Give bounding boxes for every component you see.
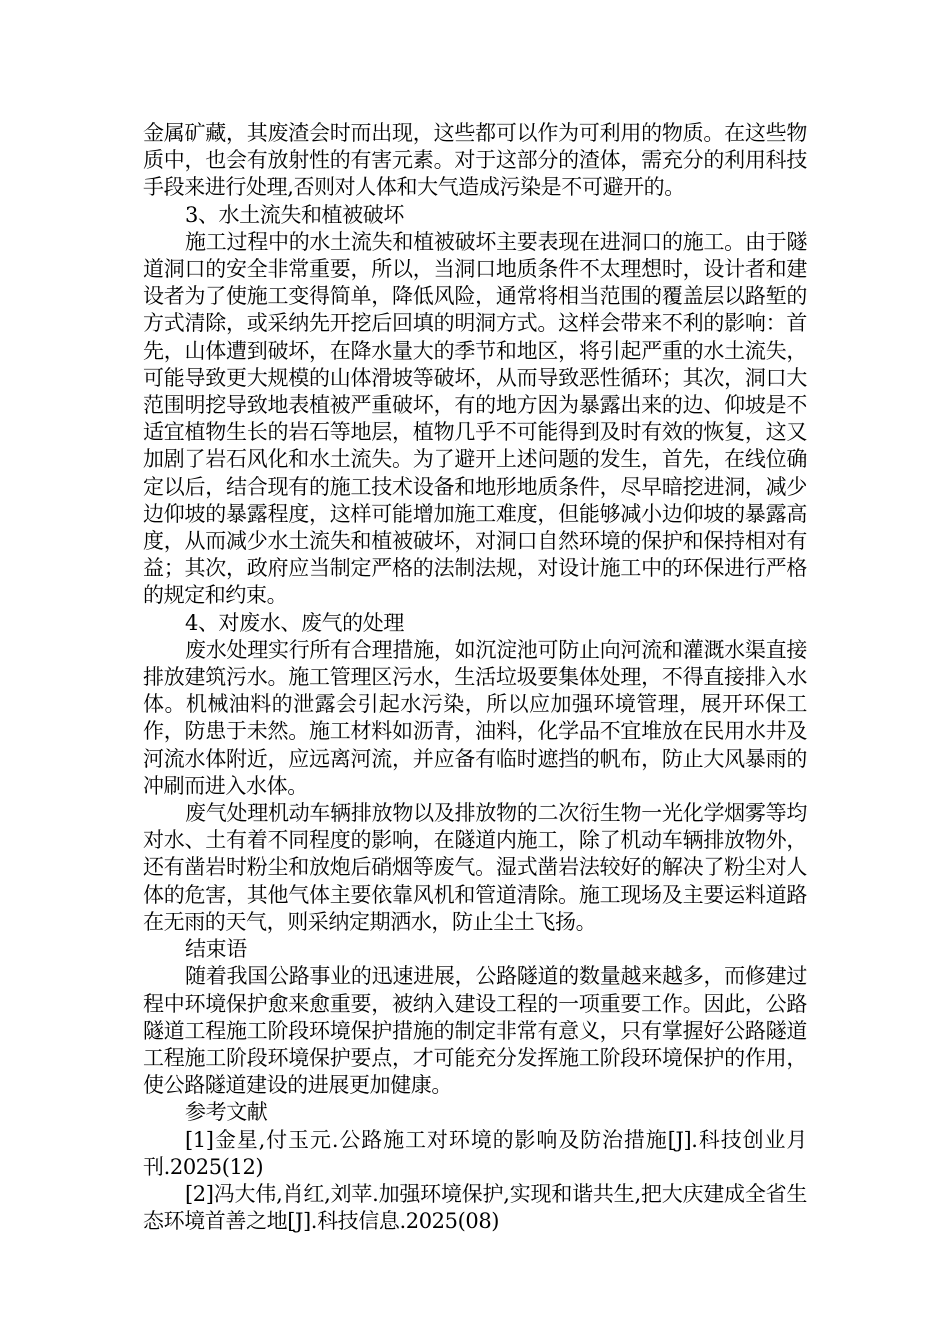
section-heading-conclusion: 结束语 — [185, 937, 247, 962]
reference-item: [2]冯大伟,肖红,刘苹.加强环境保护,实现和谐共生,把大庆建成全省生态环境首善之地[J].科技信息.2025(08) — [143, 1181, 807, 1234]
paragraph-continuation: 金属矿藏，其废渣会时而出现，这些都可以作为可利用的物质。在这些物质中，也会有放射性的有害元素。对于这部分的渣体，需充分的利用科技手段来进行处理,否则对人体和大气造成污染是不可避开的。 — [143, 121, 807, 200]
reference-item: [1]金星,付玉元.公路施工对环境的影响及防治措施[J].科技创业月刊.2025(12) — [143, 1127, 807, 1179]
paragraph-conclusion: 随着我国公路事业的迅速进展，公路隧道的数量越来越多，而修建过程中环境保护愈来愈重要，被纳入建设工程的一项重要工作。因此，公路隧道工程施工阶段环境保护措施的制定非常有意义，只有掌握好公路隧道工程施工阶段环境保护要点，才可能充分发挥施工阶段环境保护的作用，使公路隧道建设的进展更加健康。 — [143, 964, 807, 1098]
section-heading-references: 参考文献 — [185, 1100, 268, 1125]
section-heading-wastewater-gas: 4、对废水、废气的处理 — [185, 610, 404, 635]
paragraph-wastewater: 废水处理实行所有合理措施，如沉淀池可防止向河流和灌溉水渠直接排放建筑污水。施工管理区污水，生活垃圾要集体处理，不得直接排入水体。机械油料的泄露会引起水污染，所以应加强环境管理，展开环保工作，防患于未然。施工材料如沥青，油料，化学品不宜堆放在民用水井及河流水体附近，应远离河流，并应备有临时遮挡的帆布，防止大风暴雨的冲刷而进入水体。 — [143, 637, 807, 798]
section-heading-soil-erosion: 3、水土流失和植被破坏 — [185, 202, 404, 227]
paragraph-soil-erosion: 施工过程中的水土流失和植被破坏主要表现在进洞口的施工。由于隧道洞口的安全非常重要，所以，当洞口地质条件不太理想时，设计者和建设者为了使施工变得简单，降低风险，通常将相当范围的覆盖层以路堑的方式清除，或采纳先开挖后回填的明洞方式。这样会带来不利的影响：首先，山体遭到破坏，在降水量大的季节和地区，将引起严重的水土流失，可能导致更大规模的山体滑坡等破坏，从而导致恶性循环；其次，洞口大范围明挖导致地表植被严重破坏，有的地方因为暴露出来的边、仰坡是不适宜植物生长的岩石等地层，植物几乎不可能得到及时有效的恢复，这又加剧了岩石风化和水土流失。为了避开上述问题的发生，首先，在线位确定以后，结合现有的施工技术设备和地形地质条件，尽早暗挖进洞，减少边仰坡的暴露程度，这样可能增加施工难度，但能够减小边仰坡的暴露高度，从而减少水土流失和植被破坏，对洞口自然环境的保护和保持相对有益；其次，政府应当制定严格的法制法规，对设计施工中的环保进行严格的规定和约束。 — [143, 229, 807, 608]
paragraph-waste-gas: 废气处理机动车辆排放物以及排放物的二次衍生物一光化学烟雾等均对水、土有着不同程度的影响，在隧道内施工，除了机动车辆排放物外，还有凿岩时粉尘和放炮后硝烟等废气。湿式凿岩法较好的解决了粉尘对人体的危害，其他气体主要依靠风机和管道清除。施工现场及主要运料道路在无雨的天气，则采纳定期洒水，防止尘土飞扬。 — [143, 801, 807, 934]
document-page — [143, 120, 807, 1235]
